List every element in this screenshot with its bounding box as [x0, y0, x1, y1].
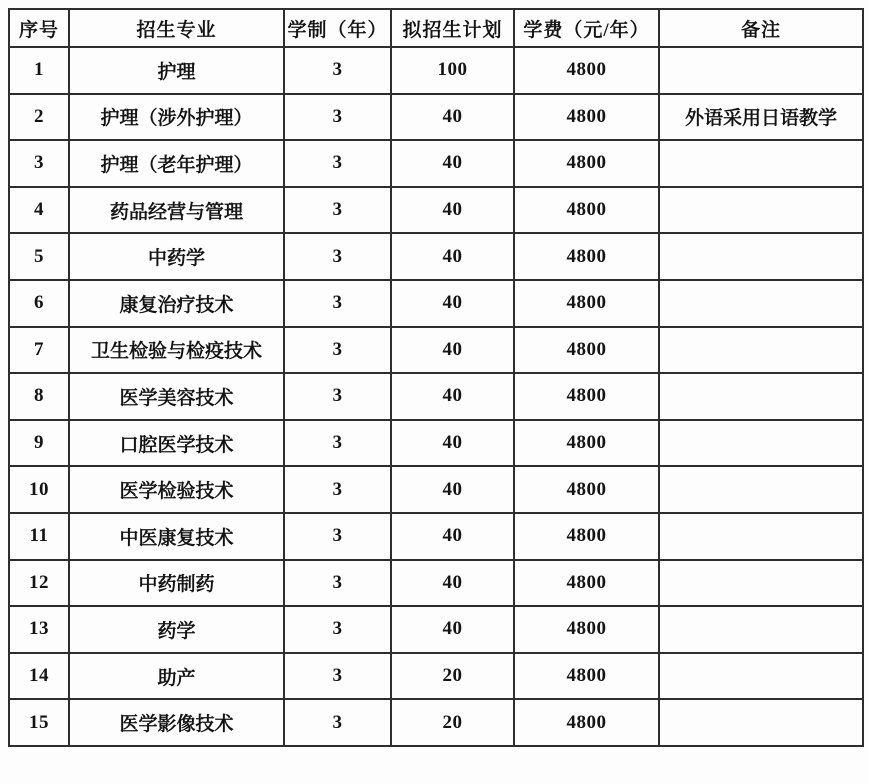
table-row: [9, 606, 863, 653]
cell-tuition: 4800: [514, 699, 659, 746]
header-seq: 序号: [9, 9, 69, 47]
cell-note: [659, 140, 863, 187]
cell-years: 3: [284, 47, 391, 94]
cell-note: [659, 560, 863, 607]
cell-note: [659, 47, 863, 94]
cell-years: 3: [284, 327, 391, 374]
table-row: [9, 653, 863, 700]
cell-note: 外语采用日语教学: [659, 94, 863, 141]
cell-years: 3: [284, 140, 391, 187]
cell-tuition: 4800: [514, 327, 659, 374]
cell-tuition: 4800: [514, 47, 659, 94]
cell-plan: 40: [391, 233, 514, 280]
cell-seq: 6: [9, 280, 69, 327]
cell-major: 中药学: [69, 233, 284, 280]
cell-tuition: 4800: [514, 560, 659, 607]
header-years: 学制（年）: [284, 9, 391, 47]
cell-seq: 11: [9, 513, 69, 560]
cell-plan: 100: [391, 47, 514, 94]
cell-seq: 14: [9, 653, 69, 700]
cell-years: 3: [284, 233, 391, 280]
table-row: [9, 699, 863, 746]
cell-seq: 2: [9, 94, 69, 141]
cell-years: 3: [284, 280, 391, 327]
cell-note: [659, 327, 863, 374]
cell-seq: 5: [9, 233, 69, 280]
table-row: [9, 327, 863, 374]
cell-seq: 4: [9, 187, 69, 234]
cell-tuition: 4800: [514, 187, 659, 234]
cell-years: 3: [284, 699, 391, 746]
cell-plan: 40: [391, 94, 514, 141]
header-plan: 拟招生计划: [391, 9, 514, 47]
cell-years: 3: [284, 420, 391, 467]
cell-plan: 20: [391, 653, 514, 700]
cell-plan: 40: [391, 513, 514, 560]
table-row: [9, 560, 863, 607]
cell-note: [659, 280, 863, 327]
cell-seq: 7: [9, 327, 69, 374]
cell-major: 口腔医学技术: [69, 420, 284, 467]
cell-tuition: 4800: [514, 94, 659, 141]
cell-major: 医学美容技术: [69, 373, 284, 420]
cell-plan: 40: [391, 327, 514, 374]
cell-seq: 9: [9, 420, 69, 467]
cell-major: 护理: [69, 47, 284, 94]
cell-note: [659, 513, 863, 560]
cell-note: [659, 466, 863, 513]
cell-plan: 40: [391, 280, 514, 327]
cell-major: 中医康复技术: [69, 513, 284, 560]
table-row: [9, 466, 863, 513]
cell-years: 3: [284, 513, 391, 560]
cell-note: [659, 420, 863, 467]
cell-seq: 12: [9, 560, 69, 607]
cell-major: 药学: [69, 606, 284, 653]
cell-tuition: 4800: [514, 233, 659, 280]
cell-tuition: 4800: [514, 140, 659, 187]
cell-major: 卫生检验与检疫技术: [69, 327, 284, 374]
cell-tuition: 4800: [514, 513, 659, 560]
cell-plan: 40: [391, 187, 514, 234]
cell-note: [659, 187, 863, 234]
cell-plan: 40: [391, 560, 514, 607]
cell-years: 3: [284, 187, 391, 234]
table-row: [9, 280, 863, 327]
cell-plan: 20: [391, 699, 514, 746]
table-row: [9, 373, 863, 420]
header-note: 备注: [659, 9, 863, 47]
cell-major: 中药制药: [69, 560, 284, 607]
cell-years: 3: [284, 94, 391, 141]
cell-tuition: 4800: [514, 373, 659, 420]
table-row: [9, 420, 863, 467]
table-row: [9, 513, 863, 560]
table-row: [9, 47, 863, 94]
cell-major: 药品经营与管理: [69, 187, 284, 234]
cell-seq: 1: [9, 47, 69, 94]
cell-major: 康复治疗技术: [69, 280, 284, 327]
cell-major: 助产: [69, 653, 284, 700]
cell-years: 3: [284, 653, 391, 700]
cell-plan: 40: [391, 140, 514, 187]
cell-note: [659, 606, 863, 653]
cell-plan: 40: [391, 373, 514, 420]
cell-note: [659, 653, 863, 700]
cell-seq: 13: [9, 606, 69, 653]
cell-note: [659, 699, 863, 746]
cell-note: [659, 233, 863, 280]
cell-tuition: 4800: [514, 606, 659, 653]
cell-seq: 8: [9, 373, 69, 420]
enrollment-plan-table: [8, 8, 864, 747]
header-tuition: 学费（元/年）: [514, 9, 659, 47]
cell-tuition: 4800: [514, 466, 659, 513]
cell-years: 3: [284, 606, 391, 653]
header-major: 招生专业: [69, 9, 284, 47]
cell-note: [659, 373, 863, 420]
table-row: [9, 187, 863, 234]
cell-years: 3: [284, 560, 391, 607]
cell-plan: 40: [391, 466, 514, 513]
cell-seq: 15: [9, 699, 69, 746]
cell-tuition: 4800: [514, 653, 659, 700]
table-row: [9, 140, 863, 187]
cell-plan: 40: [391, 420, 514, 467]
cell-major: 医学影像技术: [69, 699, 284, 746]
cell-major: 护理（涉外护理）: [69, 94, 284, 141]
cell-years: 3: [284, 373, 391, 420]
cell-seq: 10: [9, 466, 69, 513]
cell-major: 护理（老年护理）: [69, 140, 284, 187]
cell-plan: 40: [391, 606, 514, 653]
cell-tuition: 4800: [514, 420, 659, 467]
table-row: [9, 233, 863, 280]
table-row: [9, 94, 863, 141]
cell-seq: 3: [9, 140, 69, 187]
cell-tuition: 4800: [514, 280, 659, 327]
cell-major: 医学检验技术: [69, 466, 284, 513]
cell-years: 3: [284, 466, 391, 513]
header-row: [9, 9, 863, 47]
